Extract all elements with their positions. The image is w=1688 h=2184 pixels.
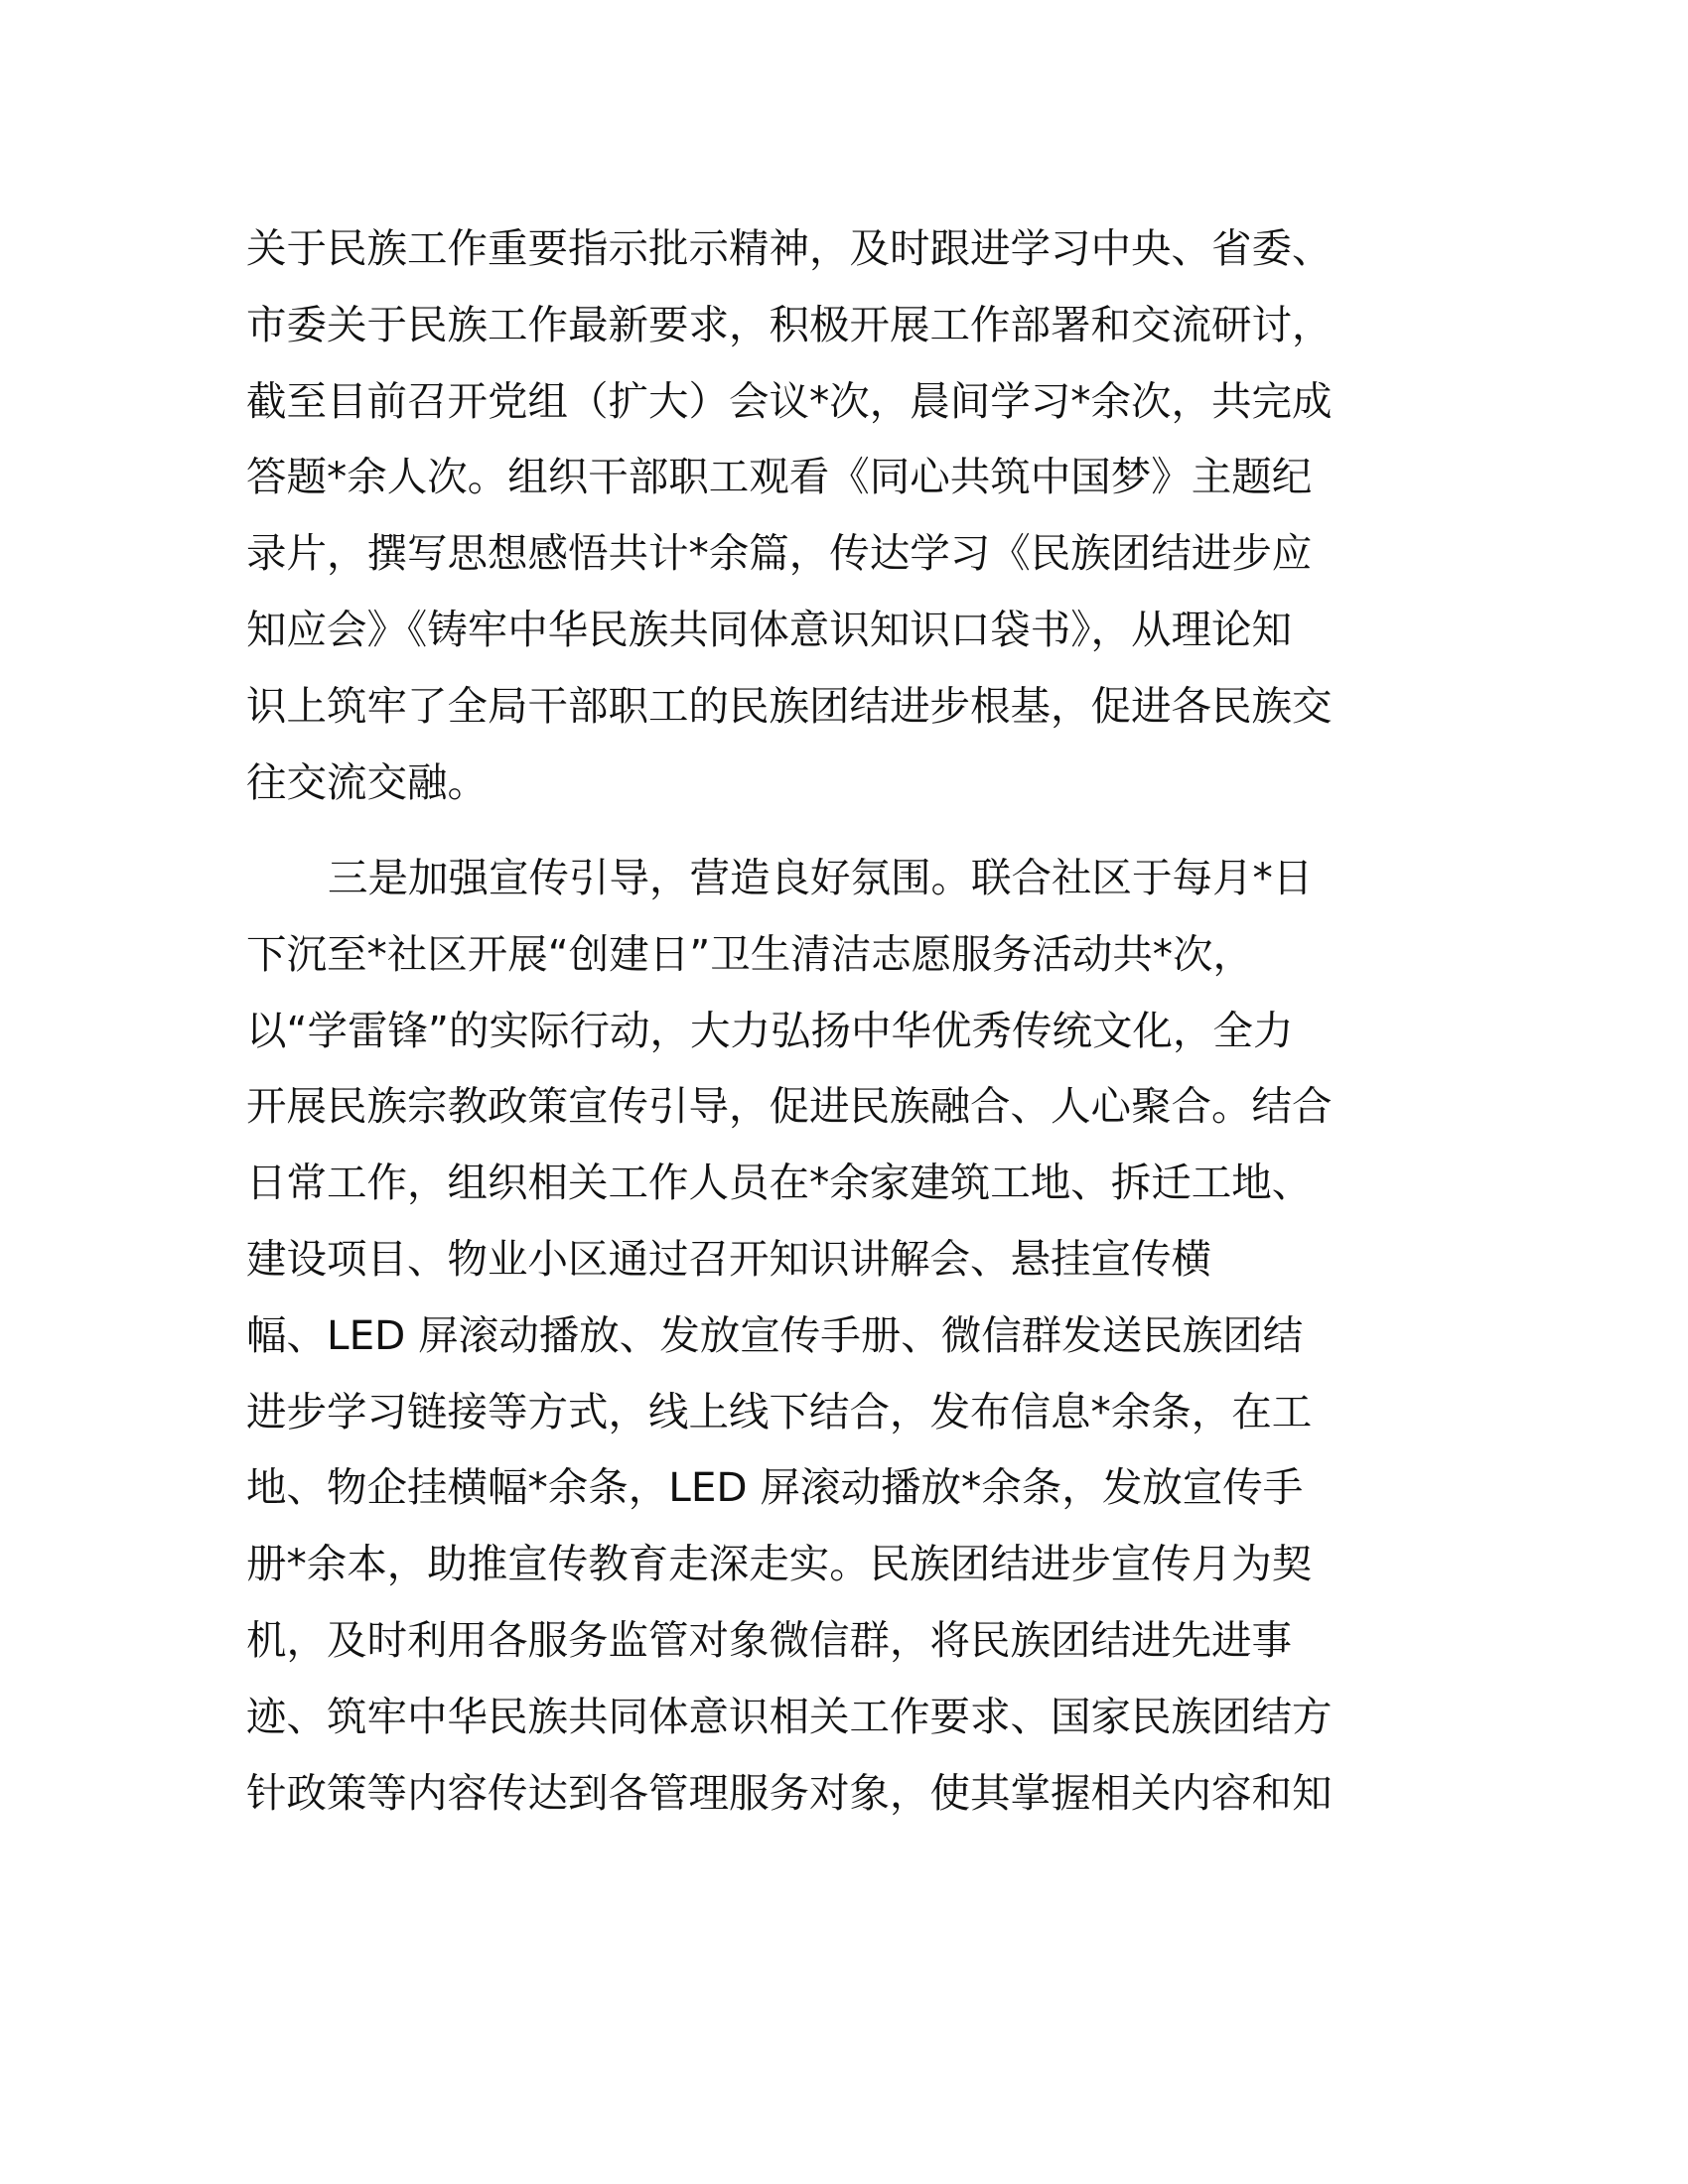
- paragraph-line: 截至目前召开党组（扩大）会议*次，晨间学习*余次，共完成: [246, 376, 1333, 425]
- paragraph-line: 针政策等内容传达到各管理服务对象，使其掌握相关内容和知: [246, 1768, 1333, 1817]
- paragraph-line: 迹、筑牢中华民族共同体意识相关工作要求、国家民族团结方: [246, 1692, 1333, 1740]
- paragraph-line: 市委关于民族工作最新要求，积极开展工作部署和交流研讨，: [246, 300, 1333, 348]
- paragraph-line: 以“学雷锋”的实际行动，大力弘扬中华优秀传统文化，全力: [246, 1006, 1294, 1054]
- paragraph-line: 知应会》《铸牢中华民族共同体意识知识口袋书》，从理论知: [246, 605, 1292, 653]
- paragraph-line: 机，及时利用各服务监管对象微信群，将民族团结进先进事: [246, 1615, 1292, 1664]
- paragraph-line: 幅、LED 屏滚动播放、发放宣传手册、微信群发送民族团结: [246, 1310, 1304, 1359]
- paragraph-line: 往交流交融。: [246, 757, 488, 806]
- paragraph-line: 识上筑牢了全局干部职工的民族团结进步根基，促进各民族交: [246, 681, 1333, 730]
- paragraph-line: 进步学习链接等方式，线上线下结合，发布信息*余条，在工: [246, 1387, 1313, 1435]
- paragraph-line: 日常工作，组织相关工作人员在*余家建筑工地、拆迁工地、: [246, 1159, 1313, 1207]
- paragraph-2: [246, 840, 1438, 1831]
- paragraph-1: [246, 210, 1438, 820]
- paragraph-line-indented: 三是加强宣传引导，营造良好氛围。联合社区于每月*日: [328, 854, 1314, 901]
- paragraph-line: 答题*余人次。组织干部职工观看《同心共筑中国梦》主题纪: [246, 453, 1313, 501]
- paragraph-line: 开展民族宗教政策宣传引导，促进民族融合、人心聚合。结合: [246, 1082, 1333, 1131]
- paragraph-line: 册*余本，助推宣传教育走深走实。民族团结进步宣传月为契: [246, 1540, 1313, 1588]
- paragraph-line: 地、物企挂横幅*余条，LED 屏滚动播放*余条，发放宣传手: [246, 1463, 1304, 1512]
- paragraph-line: 录片，撰写思想感悟共计*余篇，传达学习《民族团结进步应: [246, 529, 1313, 578]
- paragraph-line: 建设项目、物业小区通过召开知识讲解会、悬挂宣传横: [246, 1234, 1211, 1283]
- paragraph-line: 关于民族工作重要指示批示精神，及时跟进学习中央、省委、: [246, 224, 1333, 272]
- paragraph-line: 下沉至*社区开展“创建日”卫生清洁志愿服务活动共*次，: [246, 929, 1253, 978]
